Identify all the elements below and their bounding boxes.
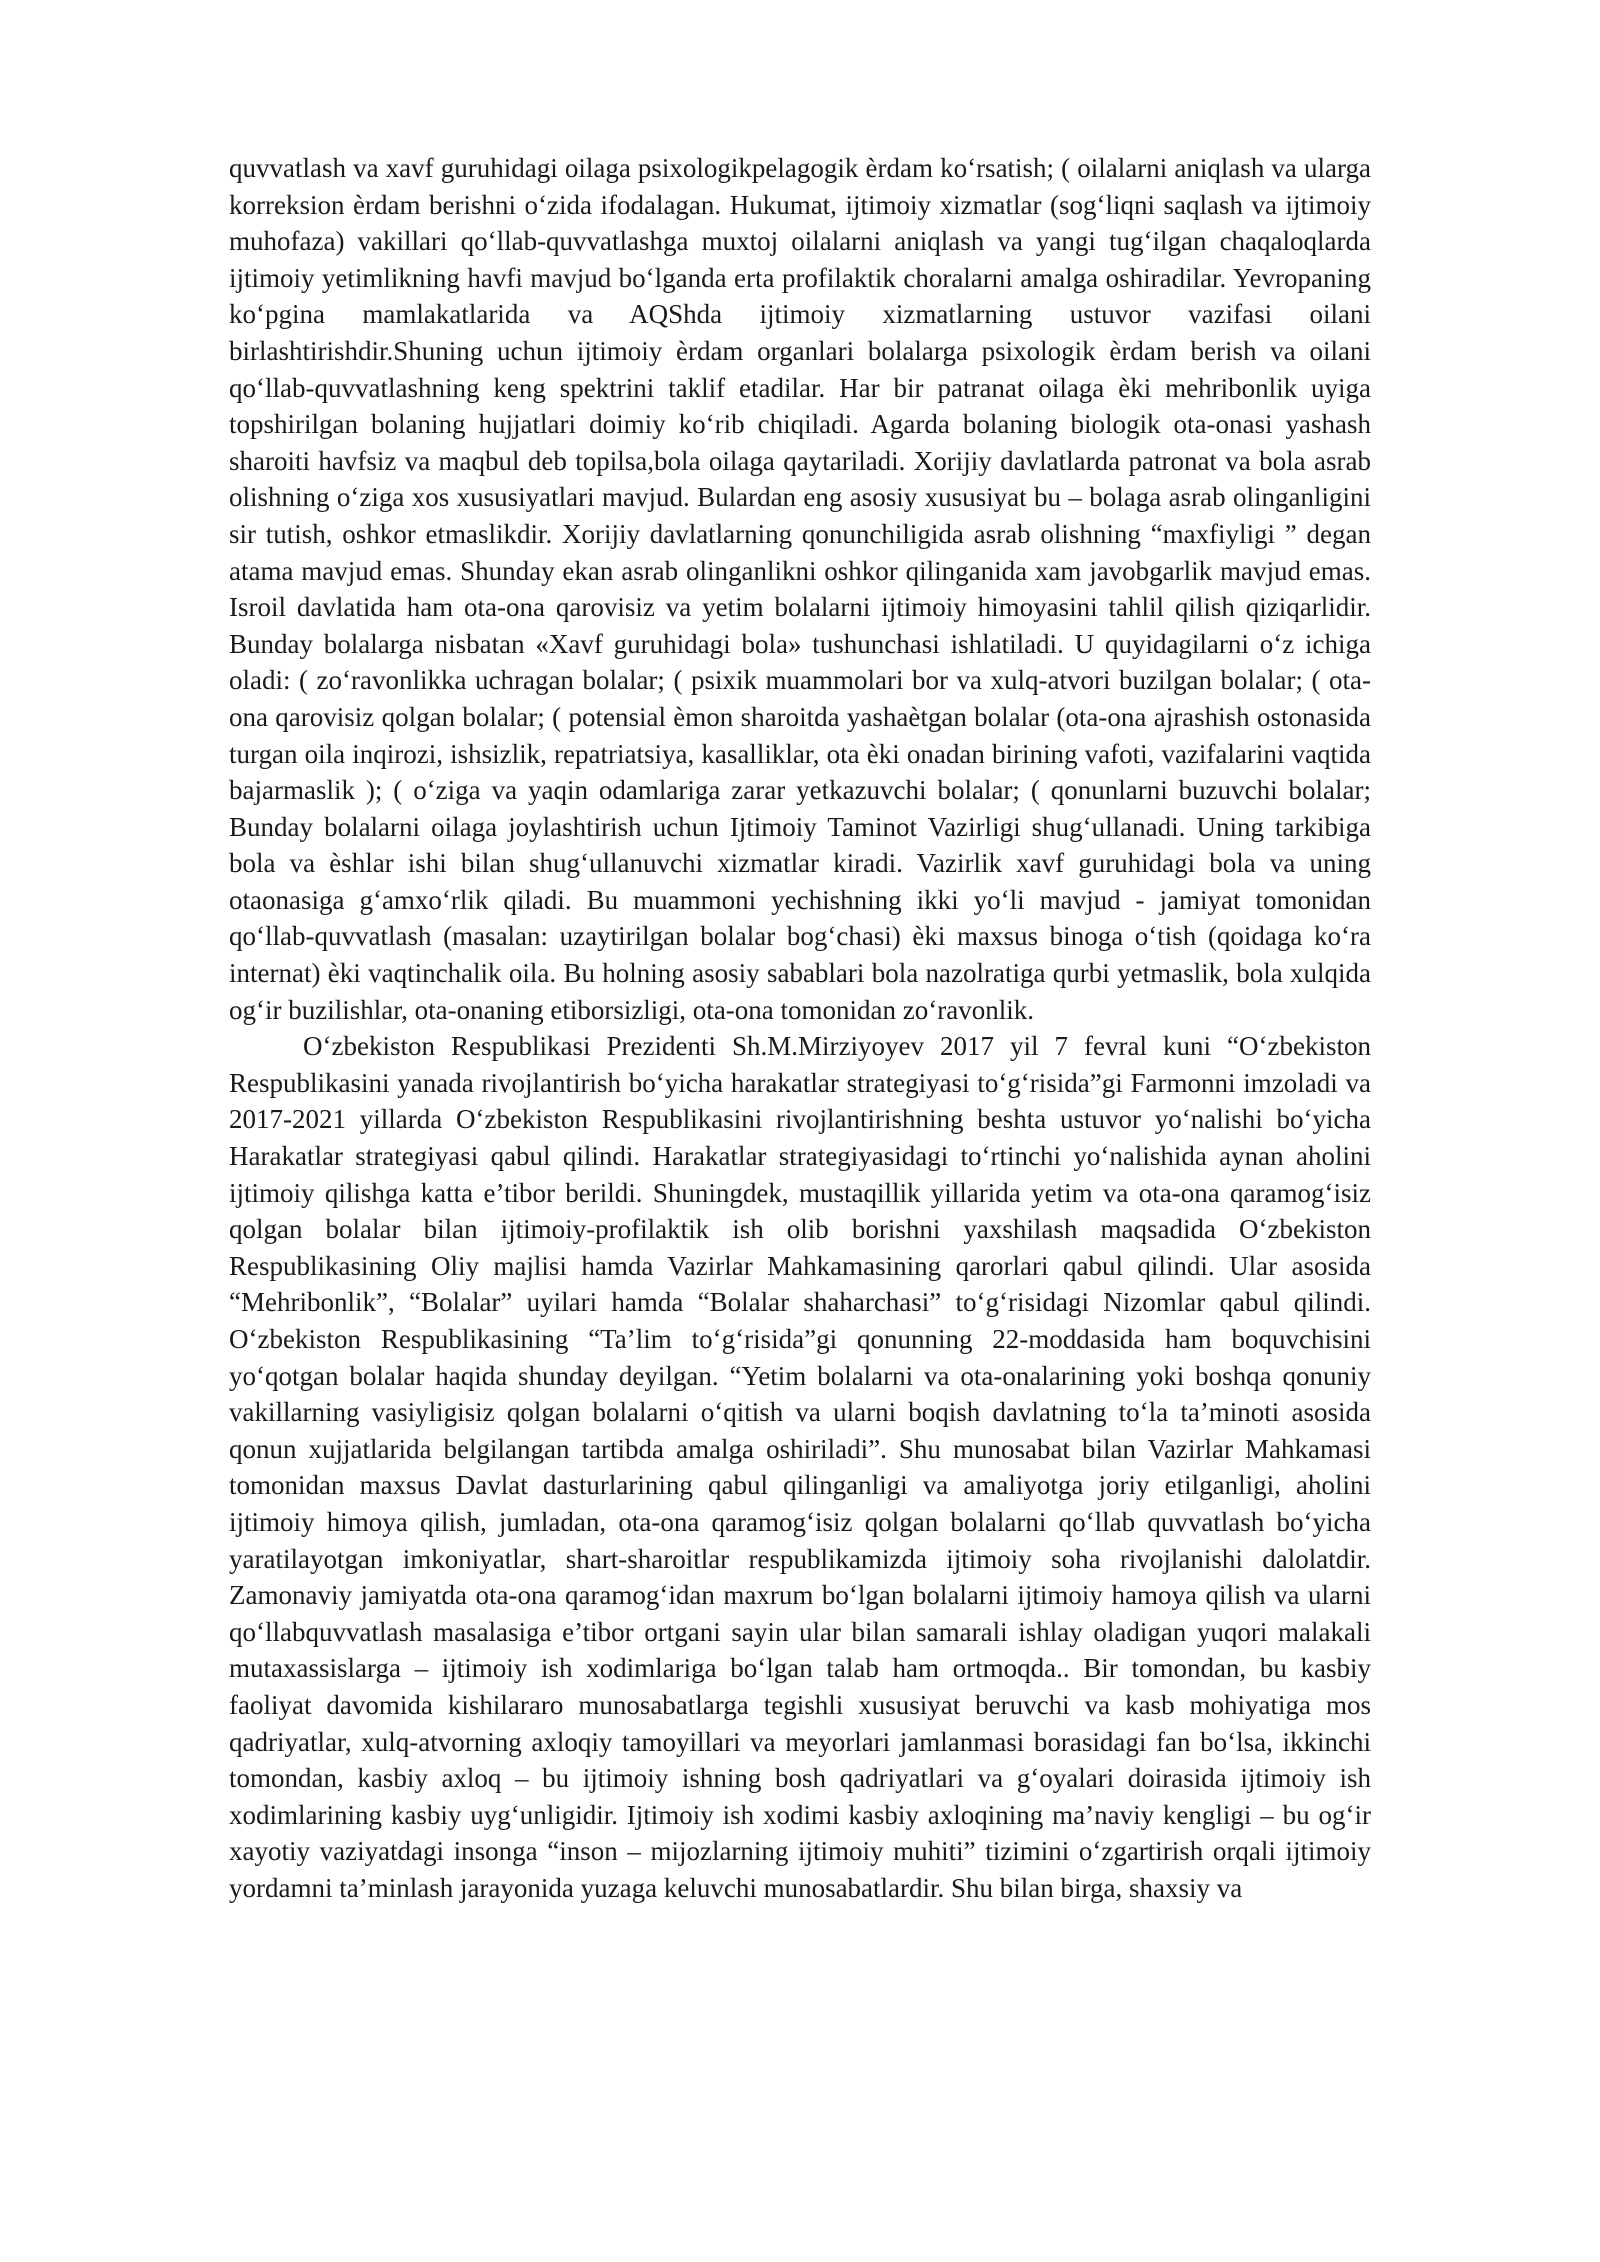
paragraph-2: O‘zbekiston Respublikasi Prezidenti Sh.M.Mirziyoyev 2017 yil 7 fevral kuni “O‘zbekiston Respublikasini yanada rivojlantirish bo‘yicha harakatlar strategiyasi to‘g‘risida”gi Farmonni imzoladi va 2017-2021 yillarda O‘zbekiston Respublikasini rivojlantirishning beshta ustuvor yo‘nalishi bo‘yicha Harakatlar strategiyasi qabul qilindi. Harakatlar strategiyasidagi to‘rtinchi yo‘nalishida aynan aholini ijtimoiy qilishga katta e’tibor berildi. Shuningdek, mustaqillik yillarida yetim va ota-ona qaramog‘isiz qolgan bolalar bilan ijtimoiy-profilaktik ish olib borishni yaxshilash maqsadida O‘zbekiston Respublikasining Oliy majlisi hamda Vazirlar Mahkamasining qarorlari qabul qilindi. Ular asosida “Mehribonlik”, “Bolalar” uyilari hamda “Bolalar shaharchasi” to‘g‘risidagi Nizomlar qabul qilindi. O‘zbekiston Respublikasining “Ta’lim to‘g‘risida”gi qonunning 22-moddasida ham boquvchisini yo‘qotgan bolalar haqida shunday deyilgan. “Yetim bolalarni va ota-onalarining yoki boshqa qonuniy vakillarning vasiyligisiz qolgan bolalarni o‘qitish va ularni boqish davlatning to‘la ta’minoti asosida qonun xujjatlarida belgilangan tartibda amalga oshiriladi”. Shu munosabat bilan Vazirlar Mahkamasi tomonidan maxsus Davlat dasturlarining qabul qilinganligi va amaliyotga joriy etilganligi, aholini ijtimoiy himoya qilish, jumladan, ota-ona qaramog‘isiz qolgan bolalarni qo‘llab quvvatlash bo‘yicha yaratilayotgan imkoniyatlar, shart-sharoitlar respublikamizda ijtimoiy soha rivojlanishi dalolatdir. Zamonaviy jamiyatda ota-ona qaramog‘idan maxrum bo‘lgan bolalarni ijtimoiy hamoya qilish va ularni qo‘llabquvvatlash masalasiga e’tibor ortgani sayin ular bilan samarali ishlay oladigan yuqori malakali mutaxassislarga – ijtimoiy ish xodimlariga bo‘lgan talab ham ortmoqda.. Bir tomondan, bu kasbiy faoliyat davomida kishilararo munosabatlarga tegishli xususiyat beruvchi va kasb mohiyatiga mos qadriyatlar, xulq-atvorning axloqiy tamoyillari va meyorlari jamlanmasi borasidagi fan bo‘lsa, ikkinchi tomondan, kasbiy axloq – bu ijtimoiy ishning bosh qadriyatlari va g‘oyalari doirasida ijtimoiy ish xodimlarining kasbiy uyg‘unligidir. Ijtimoiy ish xodimi kasbiy axloqining ma’naviy kengligi – bu og‘ir xayotiy vaziyatdagi insonga “inson – mijozlarning ijtimoiy muhiti” tizimini o‘zgartirish orqali ijtimoiy yordamni ta’minlash jarayonida yuzaga keluvchi munosabatlardir. Shu bilan birga, shaxsiy va [229, 1031, 1371, 1903]
document-page [229, 150, 1371, 1907]
paragraph-1: quvvatlash va xavf guruhidagi oilaga psixologikpelagogik èrdam ko‘rsatish; ( oilalarni aniqlash va ularga korreksion èrdam berishni o‘zida ifodalagan. Hukumat, ijtimoiy xizmatlar (sog‘liqni saqlash va ijtimoiy muhofaza) vakillari qo‘llab-quvvatlashga muxtoj oilalarni aniqlash va yangi tug‘ilgan chaqaloqlarda ijtimoiy yetimlikning havfi mavjud bo‘lganda erta profilaktik choralarni amalga oshiradilar. Yevropaning ko‘pgina mamlakatlarida va AQShda ijtimoiy xizmatlarning ustuvor vazifasi oilani birlashtirishdir.Shuning uchun ijtimoiy èrdam organlari bolalarga psixologik èrdam berish va oilani qo‘llab-quvvatlashning keng spektrini taklif etadilar. Har bir patranat oilaga èki mehribonlik uyiga topshirilgan bolaning hujjatlari doimiy ko‘rib chiqiladi. Agarda bolaning biologik ota-onasi yashash sharoiti havfsiz va maqbul deb topilsa,bola oilaga qaytariladi. Xorijiy davlatlarda patronat va bola asrab olishning o‘ziga xos xususiyatlari mavjud. Bulardan eng asosiy xususiyat bu – bolaga asrab olinganligini sir tutish, oshkor etmaslikdir. Xorijiy davlatlarning qonunchiligida asrab olishning “maxfiyligi ” degan atama mavjud emas. Shunday ekan asrab olinganlikni oshkor qilinganida xam javobgarlik mavjud emas. Isroil davlatida ham ota-ona qarovisiz va yetim bolalarni ijtimoiy himoyasini tahlil qilish qiziqarlidir. Bunday bolalarga nisbatan «Xavf guruhidagi bola» tushunchasi ishlatiladi. U quyidagilarni o‘z ichiga oladi: ( zo‘ravonlikka uchragan bolalar; ( psixik muammolari bor va xulq-atvori buzilgan bolalar; ( ota-ona qarovisiz qolgan bolalar; ( potensial èmon sharoitda yashaètgan bolalar (ota-ona ajrashish ostonasida turgan oila inqirozi, ishsizlik, repatriatsiya, kasalliklar, ota èki onadan birining vafoti, vazifalarini vaqtida bajarmaslik ); ( o‘ziga va yaqin odamlariga zarar yetkazuvchi bolalar; ( qonunlarni buzuvchi bolalar; Bunday bolalarni oilaga joylashtirish uchun Ijtimoiy Taminot Vazirligi shug‘ullanadi. Uning tarkibiga bola va èshlar ishi bilan shug‘ullanuvchi xizmatlar kiradi. Vazirlik xavf guruhidagi bola va uning otaonasiga g‘amxo‘rlik qiladi. Bu muammoni yechishning ikki yo‘li mavjud - jamiyat tomonidan qo‘llab-quvvatlash (masalan: uzaytirilgan bolalar bog‘chasi) èki maxsus binoga o‘tish (qoidaga ko‘ra internat) èki vaqtinchalik oila. Bu holning asosiy sabablari bola nazolratiga qurbi yetmaslik, bola xulqida og‘ir buzilishlar, ota-onaning etiborsizligi, ota-ona tomonidan zo‘ravonlik. [229, 153, 1371, 1025]
